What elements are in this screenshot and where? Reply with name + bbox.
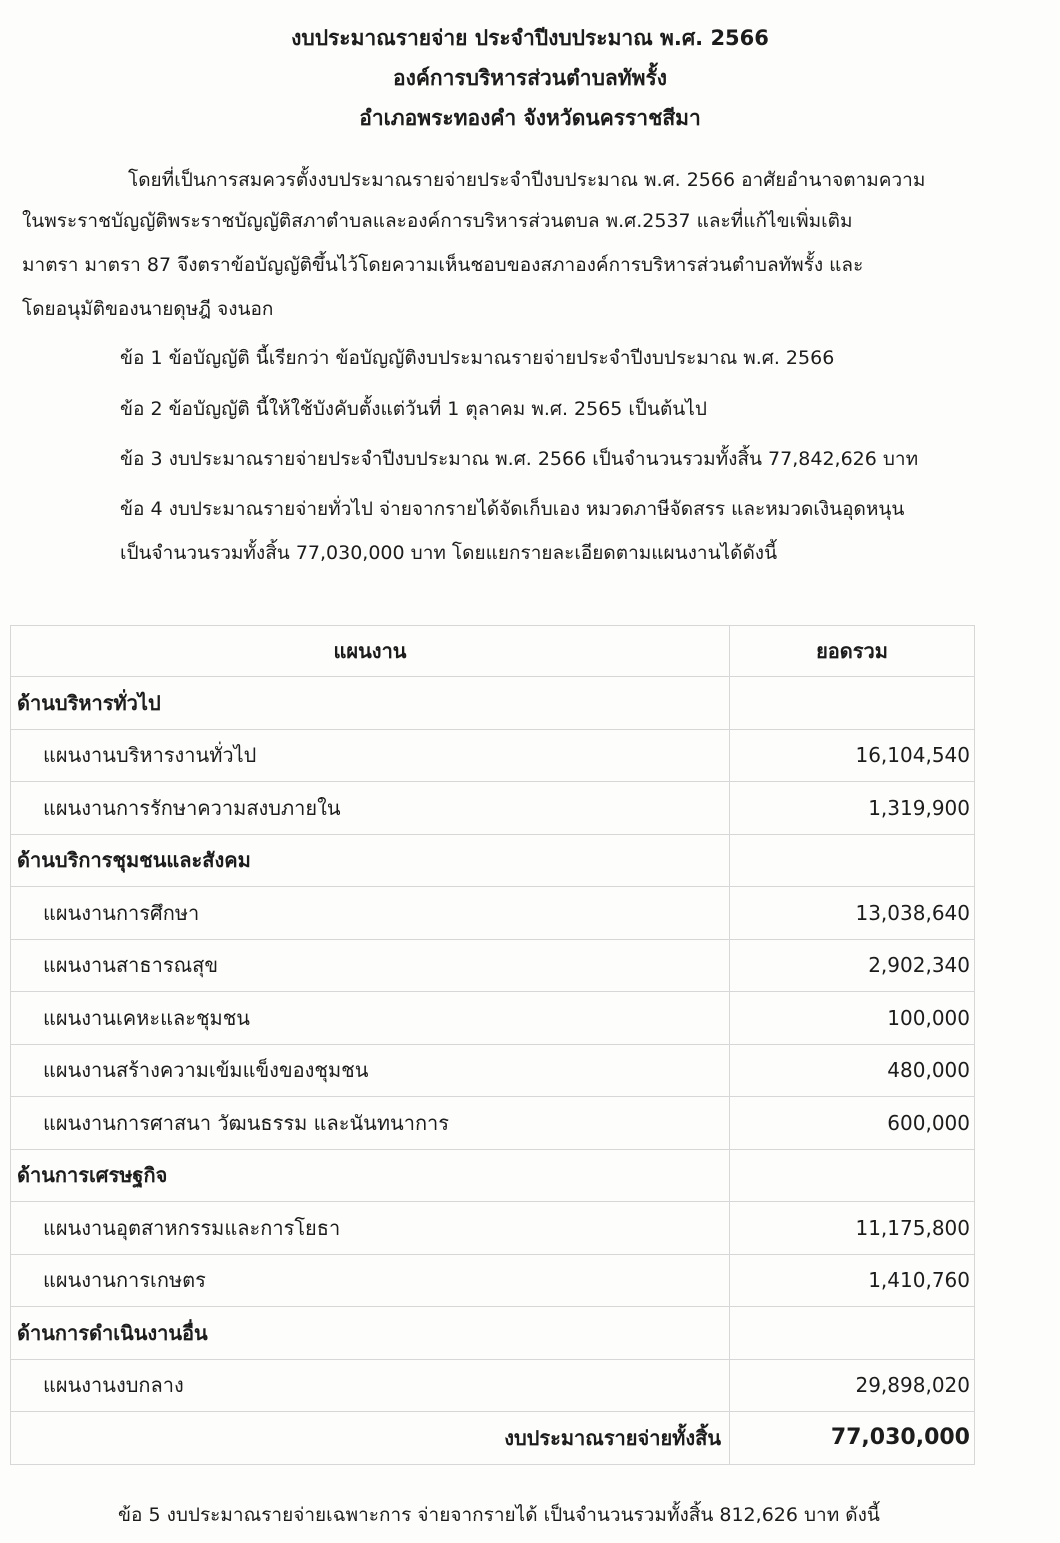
plan-name: แผนงานอุตสาหกรรมและการโยธา: [11, 1202, 730, 1255]
section-row: [11, 677, 975, 730]
plan-name: แผนงานบริหารงานทั่วไป: [11, 729, 730, 782]
district-province: อำเภอพระทองคำ จังหวัดนครราชสีมา: [359, 106, 701, 130]
plan-name: แผนงานเคหะและชุมชน: [11, 992, 730, 1045]
plan-name: แผนงานสาธารณสุข: [11, 939, 730, 992]
plan-name: แผนงานการศึกษา: [11, 887, 730, 940]
column-header-total: ยอดรวม: [730, 626, 975, 677]
clause-2: ข้อ 2 ข้อบัญญัติ นี้ให้ใช้บังคับตั้งแต่วันที่ 1 ตุลาคม พ.ศ. 2565 เป็นต้นไป: [120, 398, 707, 420]
section-row: [11, 1307, 975, 1360]
table-row: [11, 1359, 975, 1412]
plan-amount: 600,000: [730, 1097, 975, 1150]
plan-name: แผนงานสร้างความเข้มแข็งของชุมชน: [11, 1044, 730, 1097]
plan-amount: 1,410,760: [730, 1254, 975, 1307]
table-row: [11, 729, 975, 782]
total-label: งบประมาณรายจ่ายทั้งสิ้น: [11, 1412, 730, 1465]
intro-line-3: มาตรา มาตรา 87 จึงตราข้อบัญญัติขึ้นไว้โดยความเห็นชอบของสภาองค์การบริหารส่วนตำบลทัพรั้ง และ: [22, 254, 864, 276]
section-title: ด้านการดำเนินงานอื่น: [11, 1307, 730, 1360]
section-title: ด้านการเศรษฐกิจ: [11, 1149, 730, 1202]
total-row: [11, 1412, 975, 1465]
section-row: [11, 1149, 975, 1202]
table-row: [11, 1202, 975, 1255]
plan-amount: 11,175,800: [730, 1202, 975, 1255]
clause-5: ข้อ 5 งบประมาณรายจ่ายเฉพาะการ จ่ายจากรายได้ เป็นจำนวนรวมทั้งสิ้น 812,626 บาท ดังนี้: [118, 1504, 880, 1526]
section-row: [11, 834, 975, 887]
clause-4-line-2: เป็นจำนวนรวมทั้งสิ้น 77,030,000 บาท โดยแยกรายละเอียดตามแผนงานได้ดังนี้: [120, 542, 778, 564]
clause-4-line-1: ข้อ 4 งบประมาณรายจ่ายทั่วไป จ่ายจากรายได้จัดเก็บเอง หมวดภาษีจัดสรร และหมวดเงินอุดหนุน: [120, 498, 905, 520]
clause-1: ข้อ 1 ข้อบัญญัติ นี้เรียกว่า ข้อบัญญัติงบประมาณรายจ่ายประจำปีงบประมาณ พ.ศ. 2566: [120, 347, 835, 369]
intro-line-1: โดยที่เป็นการสมควรตั้งงบประมาณรายจ่ายประจำปีงบประมาณ พ.ศ. 2566 อาศัยอำนาจตามความ: [128, 169, 926, 191]
organization-name: องค์การบริหารส่วนตำบลทัพรั้ง: [392, 66, 668, 90]
section-title: ด้านบริการชุมชนและสังคม: [11, 834, 730, 887]
total-amount: 77,030,000: [730, 1412, 975, 1465]
plan-amount: 1,319,900: [730, 782, 975, 835]
plan-name: แผนงานงบกลาง: [11, 1359, 730, 1412]
plan-amount: 2,902,340: [730, 939, 975, 992]
intro-line-2: ในพระราชบัญญัติพระราชบัญญัติสภาตำบลและองค์การบริหารส่วนตบล พ.ศ.2537 และที่แก้ไขเพิ่มเติม: [22, 210, 853, 232]
table-row: [11, 939, 975, 992]
document-title: งบประมาณรายจ่าย ประจำปีงบประมาณ พ.ศ. 2566: [291, 26, 769, 50]
plan-name: แผนงานการรักษาความสงบภายใน: [11, 782, 730, 835]
clause-3: ข้อ 3 งบประมาณรายจ่ายประจำปีงบประมาณ พ.ศ. 2566 เป็นจำนวนรวมทั้งสิ้น 77,842,626 บาท: [120, 448, 919, 470]
plan-amount: 13,038,640: [730, 887, 975, 940]
table-row: [11, 1044, 975, 1097]
table-row: [11, 1254, 975, 1307]
table-row: [11, 992, 975, 1045]
plan-amount: 480,000: [730, 1044, 975, 1097]
intro-line-4: โดยอนุมัติของนายดุษฎี จงนอก: [22, 298, 274, 320]
budget-table: [10, 625, 975, 1465]
column-header-plan: แผนงาน: [11, 626, 730, 677]
table-row: [11, 1097, 975, 1150]
section-title: ด้านบริหารทั่วไป: [11, 677, 730, 730]
plan-amount: 16,104,540: [730, 729, 975, 782]
plan-amount: 29,898,020: [730, 1359, 975, 1412]
plan-name: แผนงานการศาสนา วัฒนธรรม และนันทนาการ: [11, 1097, 730, 1150]
plan-amount: 100,000: [730, 992, 975, 1045]
table-row: [11, 887, 975, 940]
plan-name: แผนงานการเกษตร: [11, 1254, 730, 1307]
table-row: [11, 782, 975, 835]
table-header-row: [11, 626, 975, 677]
